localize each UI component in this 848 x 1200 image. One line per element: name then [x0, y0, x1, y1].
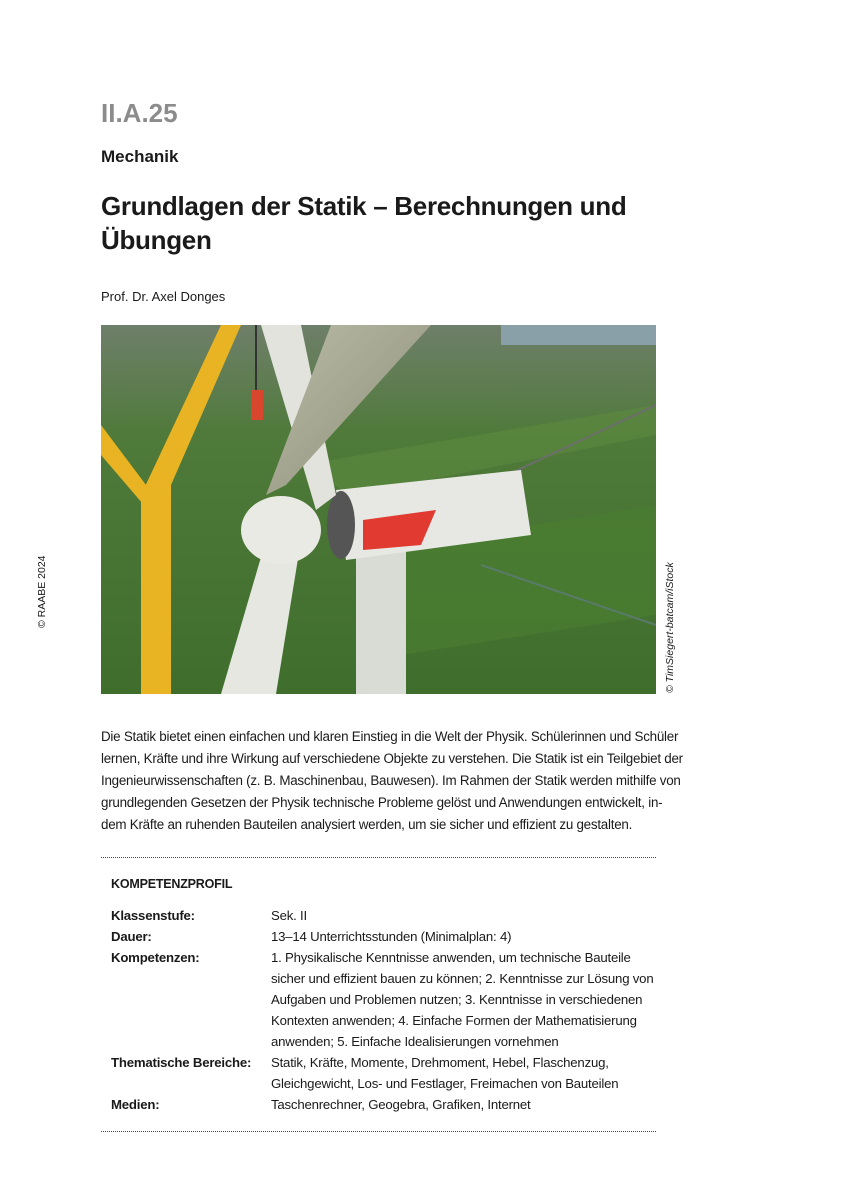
profile-table — [111, 905, 661, 1115]
row-value: Statik, Kräfte, Momente, Drehmoment, Hebel, Flaschenzug, — [271, 1055, 609, 1070]
intro-line: Die Statik bietet einen einfachen und klaren Einstieg in die Welt der Physik. Schülerinnen und Schüler — [101, 729, 679, 744]
photo-credit: © TimSiegert-batcam/iStock — [664, 562, 676, 693]
row-label: Kompetenzen: — [111, 950, 200, 965]
row-value: sicher und effizient bauen zu können; 2. Kenntnisse zur Lösung von — [271, 971, 654, 986]
profile-row — [111, 926, 661, 947]
profile-row — [111, 905, 661, 926]
intro-line: Ingenieurwissenschaften (z. B. Maschinenbau, Bauwesen). Im Rahmen der Statik werden mithilfe von — [101, 773, 681, 788]
row-value: Gleichgewicht, Los- und Festlager, Freimachen von Bauteilen — [271, 1076, 619, 1091]
intro-paragraph — [101, 726, 683, 836]
profile-row — [111, 947, 661, 1052]
divider-bottom — [101, 1131, 656, 1132]
row-label: Medien: — [111, 1097, 160, 1112]
row-label: Klassenstufe: — [111, 908, 195, 923]
row-value: Kontexten anwenden; 4. Einfache Formen der Mathematisierung — [271, 1013, 637, 1028]
row-value: 13–14 Unterrichtsstunden (Minimalplan: 4) — [271, 929, 512, 944]
row-label: Thematische Bereiche: — [111, 1055, 252, 1070]
profile-row — [111, 1052, 661, 1094]
row-label: Dauer: — [111, 929, 152, 944]
intro-line: dem Kräfte an ruhenden Bauteilen analysiert werden, um sie sicher und effizient zu gestalten. — [101, 817, 633, 832]
author: Prof. Dr. Axel Donges — [101, 289, 226, 304]
row-value: Aufgaben und Problemen nutzen; 3. Kenntnisse in verschiedenen — [271, 992, 643, 1007]
subject: Mechanik — [101, 147, 179, 166]
intro-line: lernen, Kräfte und ihre Wirkung auf verschiedene Objekte zu verstehen. Die Statik ist ein Teilgebiet der — [101, 751, 683, 766]
profile-row — [111, 1094, 661, 1115]
unit-code: II.A.25 — [101, 98, 178, 128]
copyright-notice: © RAABE 2024 — [36, 555, 48, 628]
divider-top — [101, 857, 656, 858]
row-value: 1. Physikalische Kenntnisse anwenden, um technische Bauteile — [271, 950, 631, 965]
wind-turbine-photo — [101, 325, 656, 694]
row-value: Sek. II — [271, 908, 307, 923]
profile-heading: KOMPETENZPROFIL — [111, 877, 233, 891]
row-value: Taschenrechner, Geogebra, Grafiken, Internet — [271, 1097, 531, 1112]
page-title: Grundlagen der Statik – Berechnungen und Übungen — [101, 191, 627, 255]
row-value: anwenden; 5. Einfache Idealisierungen vornehmen — [271, 1034, 559, 1049]
intro-line: grundlegenden Gesetzen der Physik technische Probleme gelöst und Anwendungen entwickelt, in- — [101, 795, 663, 810]
